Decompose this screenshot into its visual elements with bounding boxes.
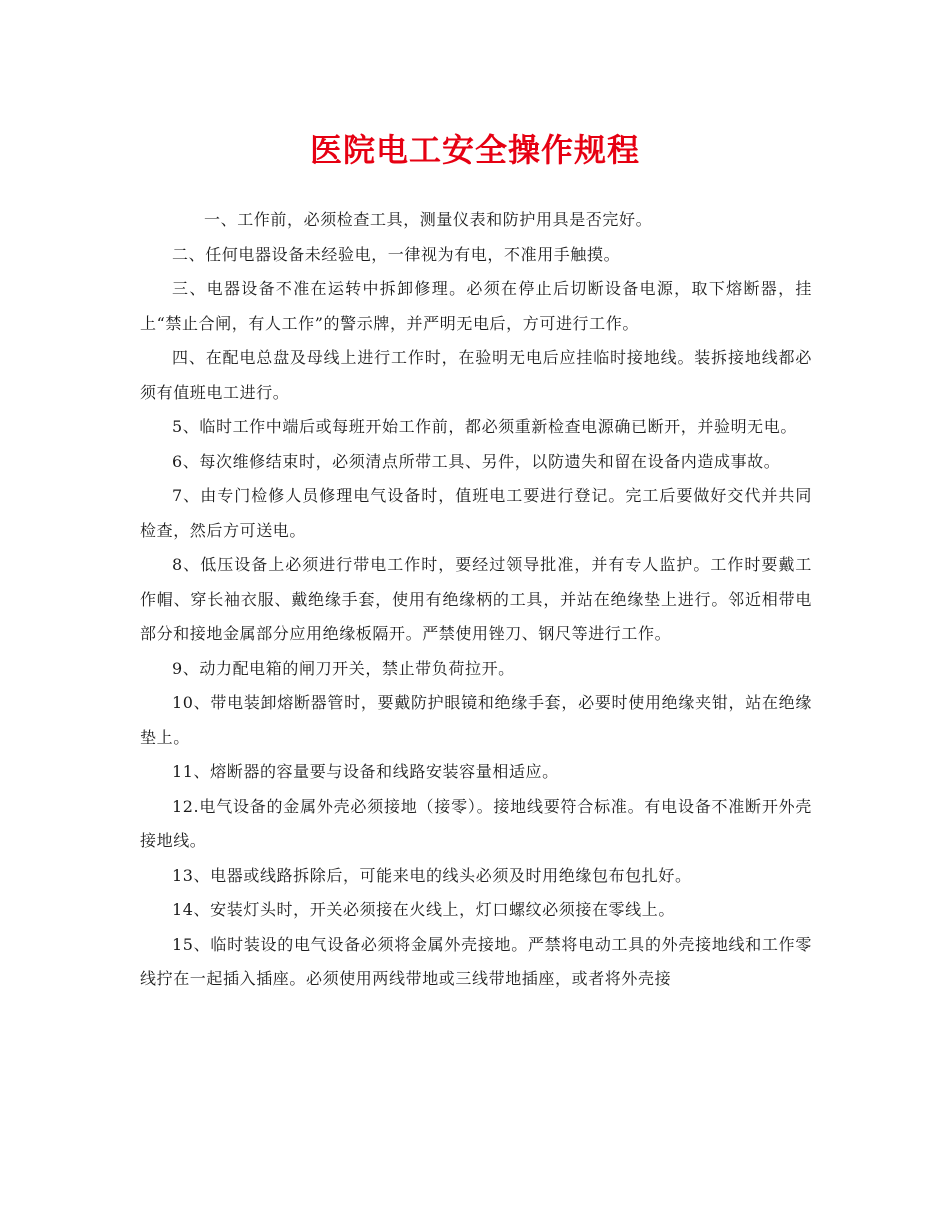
- paragraph-10: 10、带电装卸熔断器管时，要戴防护眼镜和绝缘手套，必要时使用绝缘夹钳，站在绝缘垫上。: [140, 693, 812, 747]
- paragraph-3: 三、电器设备不准在运转中拆卸修理。必须在停止后切断设备电源，取下熔断器，挂上“禁止合闸，有人工作”的警示牌，并严明无电后，方可进行工作。: [140, 279, 812, 333]
- paragraph-13: 13、电器或线路拆除后，可能来电的线头必须及时用绝缘包布包扎好。: [172, 865, 692, 885]
- paragraph-5: 5、临时工作中端后或每班开始工作前，都必须重新检查电源确已断开，并验明无电。: [172, 417, 797, 436]
- paragraph-1: 一、工作前，必须检查工具，测量仪表和防护用具是否完好。: [204, 210, 653, 229]
- document-body: [140, 203, 812, 997]
- paragraph-6: 6、每次维修结束时，必须清点所带工具、另件，以防遗失和留在设备内造成事故。: [172, 451, 781, 471]
- paragraph-9: 9、动力配电箱的闸刀开关，禁止带负荷拉开。: [172, 658, 515, 678]
- paragraph-15: 15、临时装设的电气设备必须将金属外壳接地。严禁将电动工具的外壳接地线和工作零线拧在一起插入插座。必须使用两线带地或三线带地插座，或者将外壳接: [140, 934, 812, 988]
- paragraph-14: 14、安装灯头时，开关必须接在火线上，灯口螺纹必须接在零线上。: [172, 900, 675, 919]
- paragraph-4: 四、在配电总盘及母线上进行工作时，在验明无电后应挂临时接地线。装拆接地线都必须有值班电工进行。: [140, 348, 812, 402]
- paragraph-12: 12.电气设备的金属外壳必须接地（接零）。接地线要符合标准。有电设备不准断开外壳接地线。: [140, 796, 812, 850]
- paragraph-7: 7、由专门检修人员修理电气设备时，值班电工要进行登记。完工后要做好交代并共同检查，然后方可送电。: [140, 486, 812, 540]
- paragraph-2: 二、任何电器设备未经验电，一律视为有电，不准用手触摸。: [172, 244, 621, 264]
- document-title: 医院电工安全操作规程: [309, 131, 640, 169]
- paragraph-8: 8、低压设备上必须进行带电工作时，要经过领导批准，并有专人监护。工作时要戴工作帽、穿长袖衣服、戴绝缘手套，使用有绝缘柄的工具，并站在绝缘垫上进行。邻近相带电部分和接地金属部分应用绝缘板隔开。严禁使用锉刀、钢尺等进行工作。: [140, 555, 812, 643]
- paragraph-11: 11、熔断器的容量要与设备和线路安装容量相适应。: [172, 762, 559, 781]
